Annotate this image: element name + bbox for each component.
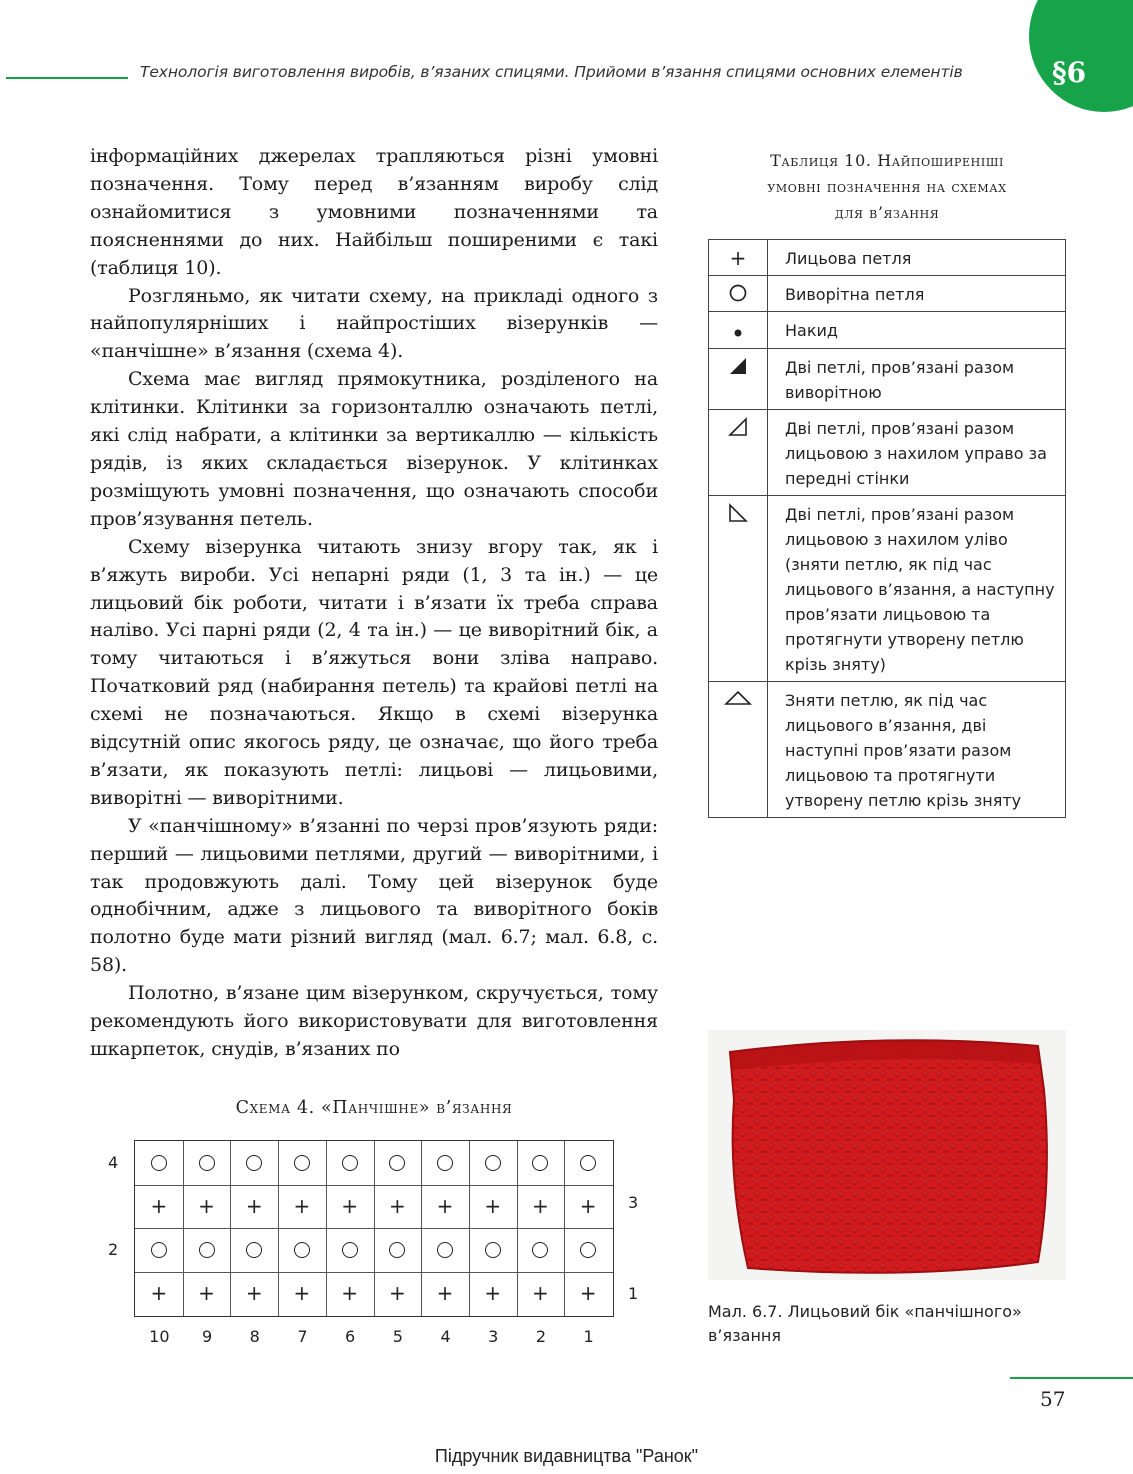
symbol-cell bbox=[709, 682, 768, 818]
symbol-description: Лицьова петля bbox=[768, 240, 1066, 276]
purl-stitch-cell bbox=[374, 1228, 420, 1272]
column-label: 1 bbox=[583, 1327, 594, 1346]
paragraph: Розгляньмо, як читати схему, на прикладі одного з найпопулярніших і найпростіших візерунків — «панчішне» в’язання (схема 4). bbox=[90, 284, 658, 363]
table-title-line: Таблиця 10. Найпоширеніші bbox=[770, 151, 1004, 170]
knitted-swatch-photo bbox=[708, 1030, 1066, 1280]
circle-icon bbox=[728, 282, 748, 302]
publisher-credit: Підручник видавництва "Ранок" bbox=[434, 1446, 699, 1466]
circle-icon bbox=[294, 1155, 310, 1171]
circle-icon bbox=[246, 1155, 262, 1171]
running-title: Технологія виготовлення виробів, в’язаних спицями. Прийоми в’язання спицями основних елементів bbox=[140, 63, 963, 81]
knit-stitch-cell: + bbox=[532, 1281, 549, 1306]
purl-stitch-cell bbox=[517, 1228, 563, 1272]
symbol-cell bbox=[709, 410, 768, 496]
knit-stitch-cell: + bbox=[436, 1281, 454, 1306]
symbol-cell bbox=[709, 312, 768, 349]
table-title-line: для в’язання bbox=[834, 203, 940, 222]
knit-stitch-cell: + bbox=[245, 1281, 263, 1306]
purl-stitch-cell bbox=[327, 1228, 373, 1272]
column-label: 8 bbox=[249, 1327, 260, 1346]
column-label: 3 bbox=[488, 1327, 499, 1346]
filled-triangle-icon bbox=[727, 355, 749, 377]
figure-caption: Мал. 6.7. Лицьовий бік «панчішного» в’язання bbox=[708, 1302, 1022, 1345]
purl-stitch-cell bbox=[327, 1141, 373, 1185]
table-row bbox=[709, 312, 1066, 349]
row-label: 3 bbox=[628, 1193, 639, 1212]
circle-icon bbox=[199, 1155, 215, 1171]
knit-stitch-cell: + bbox=[293, 1281, 311, 1306]
purl-stitch-cell bbox=[136, 1228, 182, 1272]
purl-stitch-cell bbox=[470, 1228, 516, 1272]
circle-icon bbox=[532, 1155, 548, 1171]
header-rule bbox=[6, 77, 128, 79]
purl-stitch-cell bbox=[184, 1228, 230, 1272]
circle-icon bbox=[199, 1242, 215, 1258]
row-label: 1 bbox=[628, 1284, 639, 1303]
knitted-swatch-image bbox=[708, 1030, 1066, 1280]
knit-stitch-cell: + bbox=[198, 1281, 215, 1306]
symbol-cell bbox=[709, 276, 768, 312]
circle-icon bbox=[580, 1242, 596, 1258]
symbol-cell bbox=[709, 496, 768, 682]
purl-stitch-cell bbox=[136, 1141, 182, 1185]
symbol-description: Дві петлі, пров’язані разом лицьовою з нахилом уліво (зняти петлю, як під час лицьового в’язання, а наступну пров’язати лицьовою та протягнути утворену петлю крізь зняту) bbox=[768, 496, 1066, 682]
purl-stitch-cell bbox=[565, 1141, 611, 1185]
symbol-description: Накид bbox=[768, 312, 1066, 349]
knit-stitch-cell: + bbox=[341, 1194, 359, 1219]
knit-stitch-cell: + bbox=[532, 1194, 549, 1219]
knit-stitch-cell: + bbox=[341, 1281, 359, 1306]
knit-stitch-cell: + bbox=[484, 1281, 502, 1306]
table-row bbox=[709, 349, 1066, 410]
main-text bbox=[90, 143, 658, 1064]
purl-stitch-cell bbox=[374, 1141, 420, 1185]
section-number: §6 bbox=[1052, 56, 1087, 89]
circle-icon bbox=[437, 1155, 453, 1171]
circle-icon bbox=[437, 1242, 453, 1258]
circle-icon bbox=[389, 1155, 405, 1171]
paragraph: інформаційних джерелах трапляються різні умовні позначення. Тому перед в’язанням виробу слід ознайомитися з умовними позначеннями та поясненнями до них. Найбільш поширеними є такі (таблиця 10). bbox=[90, 145, 658, 279]
column-label: 2 bbox=[535, 1327, 547, 1346]
table-row bbox=[709, 240, 1066, 276]
circle-icon bbox=[485, 1155, 501, 1171]
triangle-lean-left-icon bbox=[727, 502, 749, 524]
knit-stitch-cell: + bbox=[388, 1281, 406, 1306]
purl-stitch-cell bbox=[231, 1141, 277, 1185]
column-label: 7 bbox=[297, 1327, 308, 1346]
circle-icon bbox=[294, 1242, 310, 1258]
symbol-description: Дві петлі, пров’язані разом виворітною bbox=[768, 349, 1066, 410]
purl-stitch-cell bbox=[422, 1141, 468, 1185]
symbol-cell bbox=[709, 240, 768, 276]
paragraph: Схема має вигляд прямокутника, розділеного на клітинки. Клітинки за горизонталлю означають петлі, які слід набрати, а клітинки за вертикаллю — кількість рядів, із яких складається візерунок. У клітинках розміщують умовні позначення, що означають способи пров’язування петель. bbox=[90, 368, 658, 530]
row-label: 4 bbox=[108, 1153, 119, 1172]
circle-icon bbox=[246, 1242, 262, 1258]
knit-stitch-cell: + bbox=[579, 1194, 597, 1219]
paragraph: У «панчішному» в’язанні по черзі пров’язують ряди: перший — лицьовими петлями, другий — виворітними, і так продовжують далі. Тому цей візерунок буде однобічним, адже з лицьового та виворітного боків полотно буде мати різний вигляд (мал. 6.7; мал. 6.8, с. 58). bbox=[90, 814, 658, 977]
knit-stitch-cell: + bbox=[388, 1194, 406, 1219]
page-number: 57 bbox=[1040, 1387, 1066, 1411]
knit-stitch-cell: + bbox=[150, 1194, 168, 1219]
footer-rule bbox=[1010, 1377, 1133, 1379]
circle-icon bbox=[151, 1242, 167, 1258]
purl-stitch-cell bbox=[565, 1228, 611, 1272]
column-label: 4 bbox=[440, 1327, 451, 1346]
table-title bbox=[708, 148, 1066, 226]
dot-icon bbox=[728, 318, 748, 340]
paragraph: Схему візерунка читають знизу вгору так, як і в’яжуть вироби. Усі непарні ряди (1, 3 та ін.) — це лицьовий бік роботи, читати і в’язати їх треба справа наліво. Усі парні ряди (2, 4 та ін.) — це виворітний бік, а тому читаються і в’яжуться вони зліва направо. Початковий ряд (набирання петель) та крайові петлі на схемі не позначаються. Якщо в схемі візерунка відсутній опис якогось ряду, це означає, що його треба в’язати, як показують петлі: лицьові — лицьовими, виворітні — виворітними. bbox=[90, 535, 658, 809]
row-label: 2 bbox=[108, 1240, 119, 1259]
purl-stitch-cell bbox=[231, 1228, 277, 1272]
knit-stitch-cell: + bbox=[293, 1194, 311, 1219]
scheme-title: Схема 4. «Панчішне» в’язання bbox=[235, 1098, 513, 1118]
column-label: 10 bbox=[149, 1327, 170, 1346]
paragraph: Полотно, в’язане цим візерунком, скручується, тому рекомендують його використовувати для виготовлення шкарпеток, снудів, в’язаних по bbox=[90, 982, 658, 1060]
knit-stitch-cell: + bbox=[436, 1194, 454, 1219]
table-title-line: умовні позначення на схемах bbox=[767, 177, 1007, 196]
circle-icon bbox=[580, 1155, 596, 1171]
circle-icon bbox=[485, 1242, 501, 1258]
table-row bbox=[709, 276, 1066, 312]
purl-stitch-cell bbox=[470, 1141, 516, 1185]
purl-stitch-cell bbox=[279, 1228, 325, 1272]
table-row bbox=[709, 682, 1066, 818]
knitting-scheme-grid bbox=[134, 1140, 614, 1317]
symbol-description: Дві петлі, пров’язані разом лицьовою з нахилом управо за передні стінки bbox=[768, 410, 1066, 496]
table-row bbox=[709, 496, 1066, 682]
symbol-description: Зняти петлю, як під час лицьового в’язання, дві наступні пров’язати разом лицьовою та протягнути утворену петлю крізь зняту bbox=[768, 682, 1066, 818]
column-label: 6 bbox=[345, 1327, 356, 1346]
plus-icon: + bbox=[729, 246, 747, 270]
triangle-lean-right-icon bbox=[727, 416, 749, 438]
column-label: 9 bbox=[201, 1327, 213, 1346]
symbol-description: Виворітна петля bbox=[768, 276, 1066, 312]
purl-stitch-cell bbox=[184, 1141, 230, 1185]
circle-icon bbox=[532, 1242, 548, 1258]
symbol-cell bbox=[709, 349, 768, 410]
triangle-up-icon bbox=[724, 688, 752, 708]
circle-icon bbox=[151, 1155, 167, 1171]
purl-stitch-cell bbox=[279, 1141, 325, 1185]
table-row bbox=[709, 410, 1066, 496]
column-label: 5 bbox=[392, 1327, 403, 1346]
purl-stitch-cell bbox=[517, 1141, 563, 1185]
knit-stitch-cell: + bbox=[198, 1194, 215, 1219]
circle-icon bbox=[342, 1242, 358, 1258]
circle-icon bbox=[389, 1242, 405, 1258]
knit-stitch-cell: + bbox=[484, 1194, 502, 1219]
circle-icon bbox=[342, 1155, 358, 1171]
knit-stitch-cell: + bbox=[579, 1281, 597, 1306]
purl-stitch-cell bbox=[422, 1228, 468, 1272]
knit-stitch-cell: + bbox=[245, 1194, 263, 1219]
knit-stitch-cell: + bbox=[150, 1281, 168, 1306]
symbols-table bbox=[708, 239, 1066, 818]
